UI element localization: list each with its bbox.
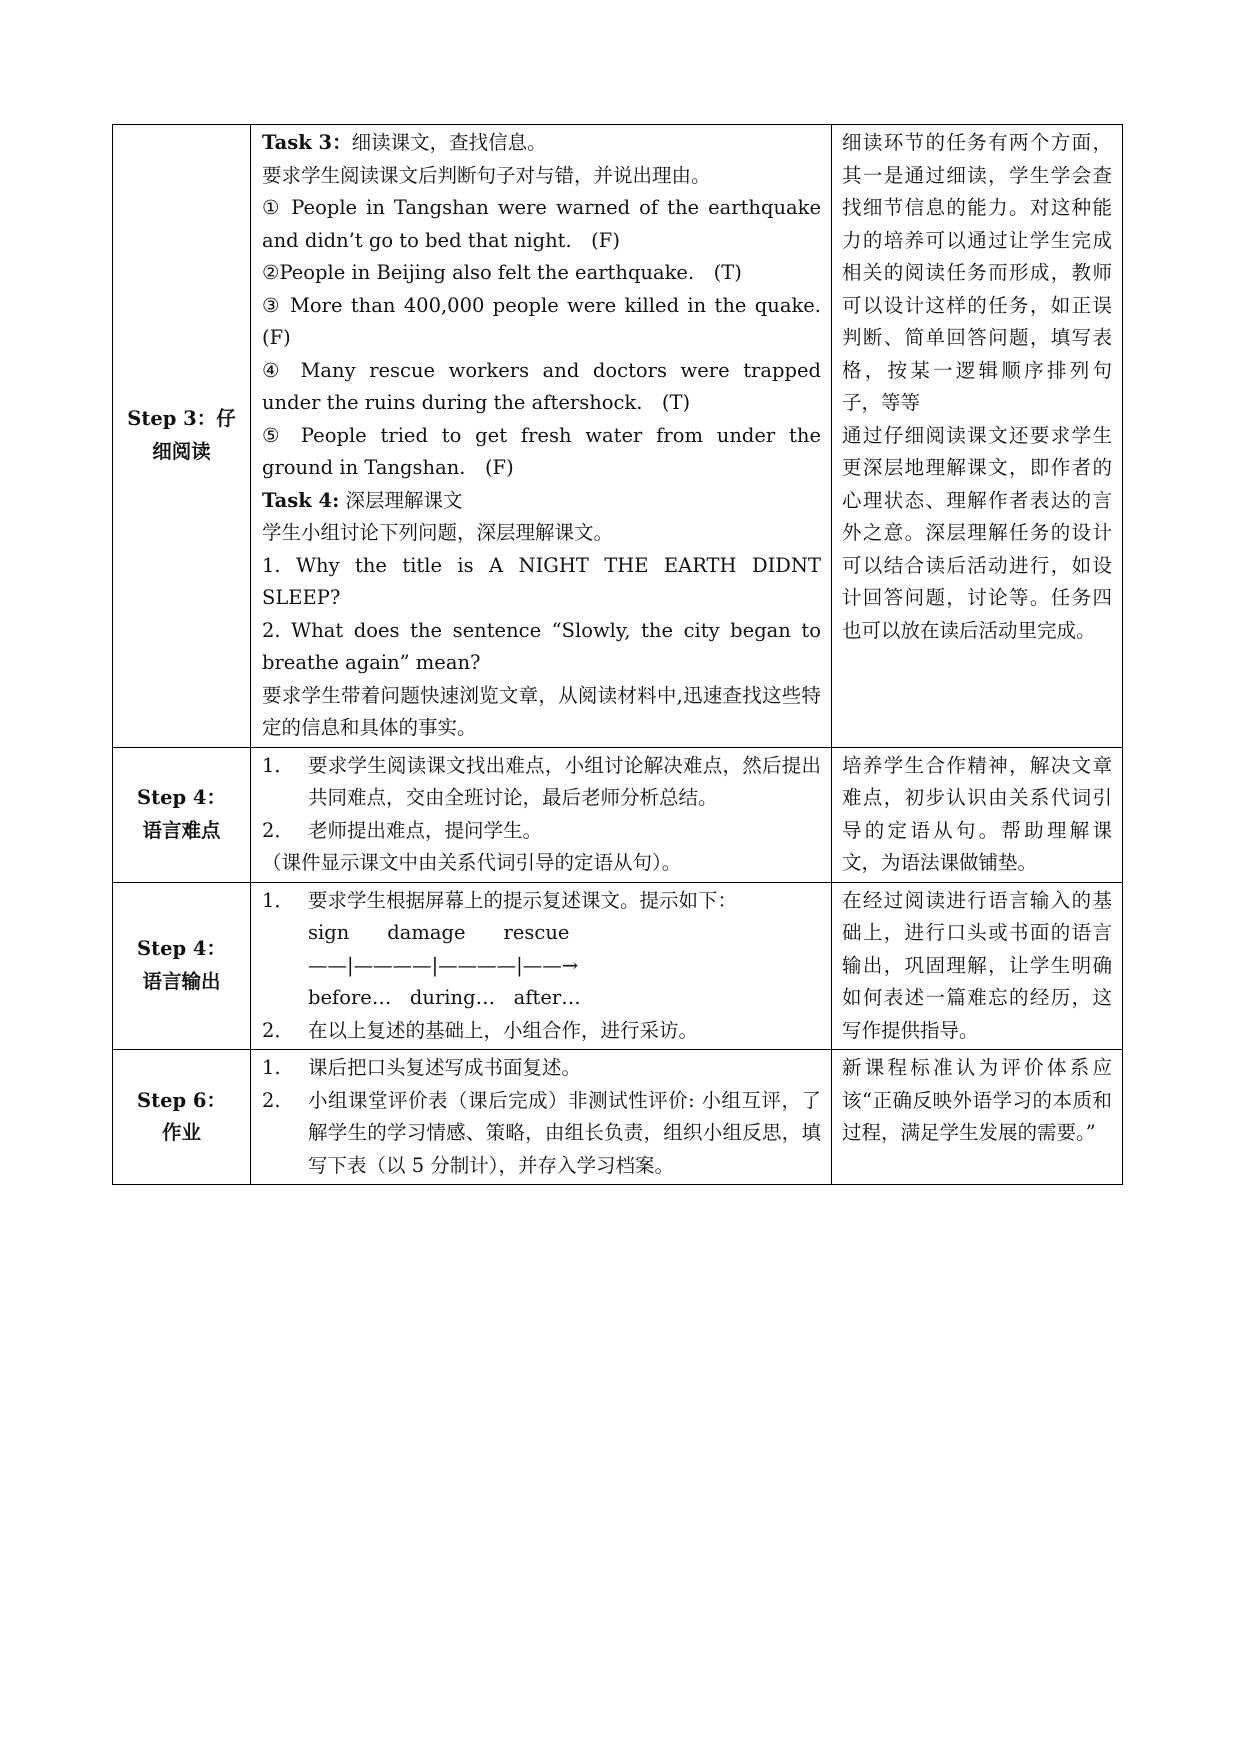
note-text: 新课程标准认为评价体系应该“正确反映外语学习的本质和过程，满足学生发展的需要。”	[842, 1056, 1112, 1144]
note-cell	[832, 1050, 1123, 1185]
final-requirement: 要求学生带着问题快速浏览文章，从阅读材料中,迅速查找这些特定的信息和具体的事实。	[262, 683, 821, 739]
note-text: 细读环节的任务有两个方面，其一是通过细读，学生学会查找细节信息的能力。对这种能力的培养可以通过让学生完成相关的阅读任务而形成，教师可以设计这样的任务，如正误判断、简单回答问题，填写表格，按某一逻辑顺序排列句子，等等	[842, 131, 1112, 414]
discussion-question: 2. What does the sentence “Slowly, the city began to breathe again” mean?	[262, 618, 821, 674]
note-cell	[832, 882, 1123, 1050]
content-cell	[251, 882, 832, 1050]
list-item: 2. 小组课堂评价表（课后完成）非测试性评价: 小组互评，了解学生的学习情感、策略，由组长负责，组织小组反思，填写下表（以 5 分制计），并存入学习档案。	[262, 1088, 821, 1177]
list-item: 1． 要求学生根据屏幕上的提示复述课文。提示如下：	[262, 888, 738, 912]
table-row	[113, 1050, 1123, 1185]
note-cell	[832, 125, 1123, 748]
content-cell	[251, 747, 832, 882]
true-false-item: ③ More than 400,000 people were killed in the quake. (F)	[262, 293, 841, 349]
task4-requirement: 学生小组讨论下列问题，深层理解课文。	[262, 521, 614, 544]
task3-requirement: 要求学生阅读课文后判断句子对与错，并说出理由。	[262, 163, 711, 187]
step-label: Step 6： 作业	[137, 1088, 226, 1144]
timeline-phases: before… during… after…	[308, 986, 581, 1009]
content-cell	[251, 125, 841, 748]
step-cell	[113, 1050, 251, 1185]
task3-heading: Task 3：细读课文，查找信息。	[262, 131, 547, 154]
retell-keywords: sign damage rescue	[308, 921, 570, 944]
table-row	[113, 125, 1123, 748]
true-false-item: ④ Many rescue workers and doctors were trapped under the ruins during the aftershock. (T)	[262, 358, 821, 414]
lesson-plan-table	[112, 124, 1123, 1185]
step-label: Step 4： 语言难点	[137, 786, 226, 842]
content-cell	[251, 1050, 832, 1185]
task4-heading: Task 4: 深层理解课文	[262, 488, 463, 512]
timeline-arrow: ——|————|————|——→	[308, 953, 579, 977]
table-row	[113, 747, 1123, 882]
step-cell	[113, 747, 251, 882]
step-cell	[113, 125, 251, 748]
step-label: Step 3：仔 细阅读	[127, 407, 236, 463]
true-false-item: ① People in Tangshan were warned of the earthquake and didn’t go to bed that night. (F)	[262, 196, 821, 252]
step-cell	[113, 882, 251, 1050]
courseware-note: （课件显示课文中由关系代词引导的定语从句）。	[262, 851, 682, 874]
note-text: 培养学生合作精神，解决文章难点，初步认识由关系代词引导的定语从句。帮助理解课文，为语法课做铺垫。	[842, 753, 1112, 874]
list-item: 1． 要求学生阅读课文找出难点，小组讨论解决难点，然后提出共同难点，交由全班讨论，最后老师分析总结。	[262, 753, 821, 809]
true-false-item: ⑤ People tried to get fresh water from under the ground in Tangshan. (F)	[262, 423, 821, 479]
note-text: 通过仔细阅读课文还要求学生更深层地理解课文，即作者的心理状态、理解作者表达的言外之意。深层理解任务的设计可以结合读后活动进行，如设计回答问题，讨论等。任务四也可以放在读后活动里完成。	[842, 423, 1112, 642]
list-item: 1. 课后把口头复述写成书面复述。	[262, 1056, 582, 1079]
true-false-item: ②People in Beijing also felt the earthquake. (T)	[262, 261, 742, 284]
list-item: 2． 老师提出难点，提问学生。	[262, 818, 543, 842]
note-cell	[832, 747, 1123, 882]
table-row	[113, 882, 1123, 1050]
note-text: 在经过阅读进行语言输入的基础上，进行口头或书面的语言输出，巩固理解，让学生明确如何表述一篇难忘的经历，这写作提供指导。	[842, 888, 1112, 1042]
step-label: Step 4： 语言输出	[137, 937, 226, 993]
discussion-question: 1. Why the title is A NIGHT THE EARTH DIDNT SLEEP?	[262, 553, 821, 609]
list-item: 2． 在以上复述的基础上，小组合作，进行采访。	[262, 1018, 699, 1042]
